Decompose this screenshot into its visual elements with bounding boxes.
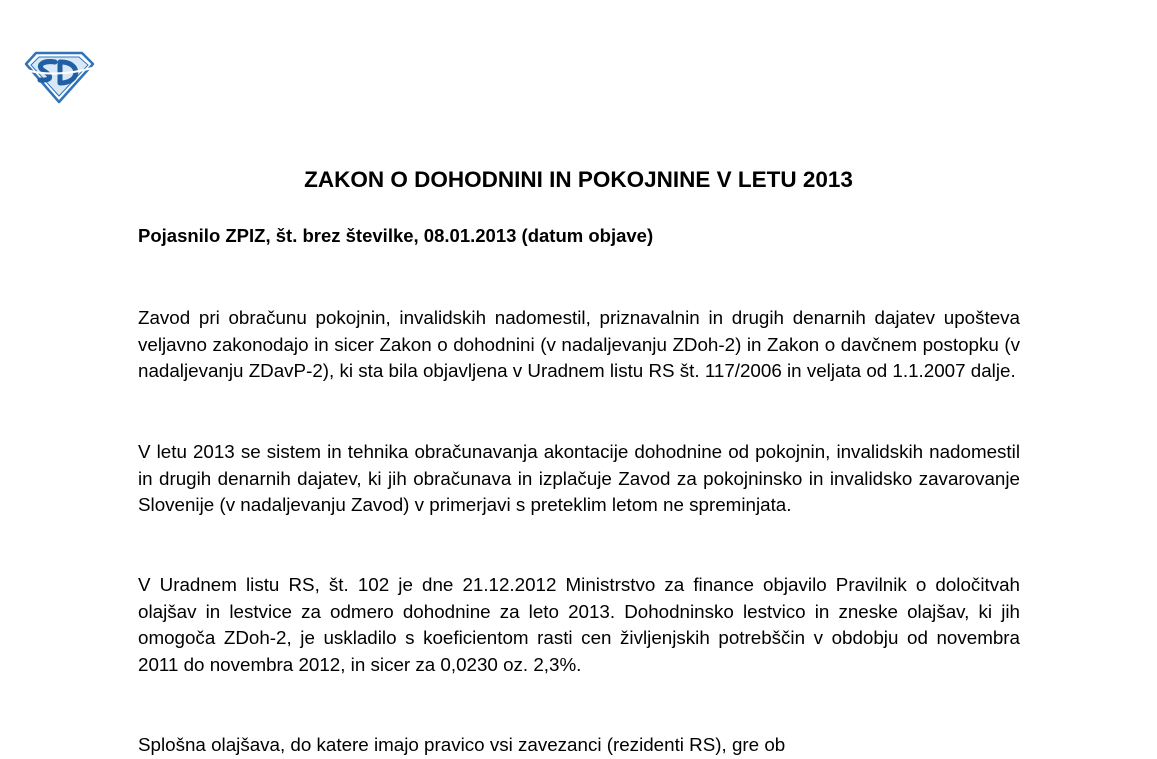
document-subtitle: Pojasnilo ZPIZ, št. brez številke, 08.01.2013 (datum objave)	[138, 225, 654, 246]
zpiz-shield-logo-icon	[22, 50, 96, 104]
paragraph-1: Zavod pri obračunu pokojnin, invalidskih nadomestil, priznavalnin in drugih denarnih dajatev upošteva veljavno zakonodajo in sicer Zakon o dohodnini (v nadaljevanju ZDoh-2) in Zakon o davčnem postopku (v nadaljevanju ZDavP-2), ki sta bila objavljena v Uradnem listu RS št. 117/2006 in veljata od 1.1.2007 dalje.	[138, 307, 1020, 381]
paragraph-4: Splošna olajšava, do katere imajo pravico vsi zavezanci (rezidenti RS), gre ob	[138, 734, 786, 755]
paragraph-2: V letu 2013 se sistem in tehnika obračunavanja akontacije dohodnine od pokojnin, invalidskih nadomestil in drugih denarnih dajatev, ki jih obračunava in izplačuje Zavod za pokojninsko in invalidsko zavarovanje Slovenije (v nadaljevanju Zavod) v primerjavi s preteklim letom ne spreminjata.	[138, 441, 1020, 515]
page-title: ZAKON O DOHODNINI IN POKOJNINE V LETU 2013	[304, 167, 853, 192]
paragraph-3: V Uradnem listu RS, št. 102 je dne 21.12.2012 Ministrstvo za finance objavilo Pravilnik o določitvah olajšav in lestvice za odmero dohodnine za leto 2013. Dohodninsko lestvico in zneske olajšav, ki jih omogoča ZDoh-2, je uskladilo s koeficientom rasti cen življenjskih potrebščin v obdobju od novembra 2011 do novembra 2012, in sicer za 0,0230 oz. 2,3%.	[138, 574, 1020, 675]
